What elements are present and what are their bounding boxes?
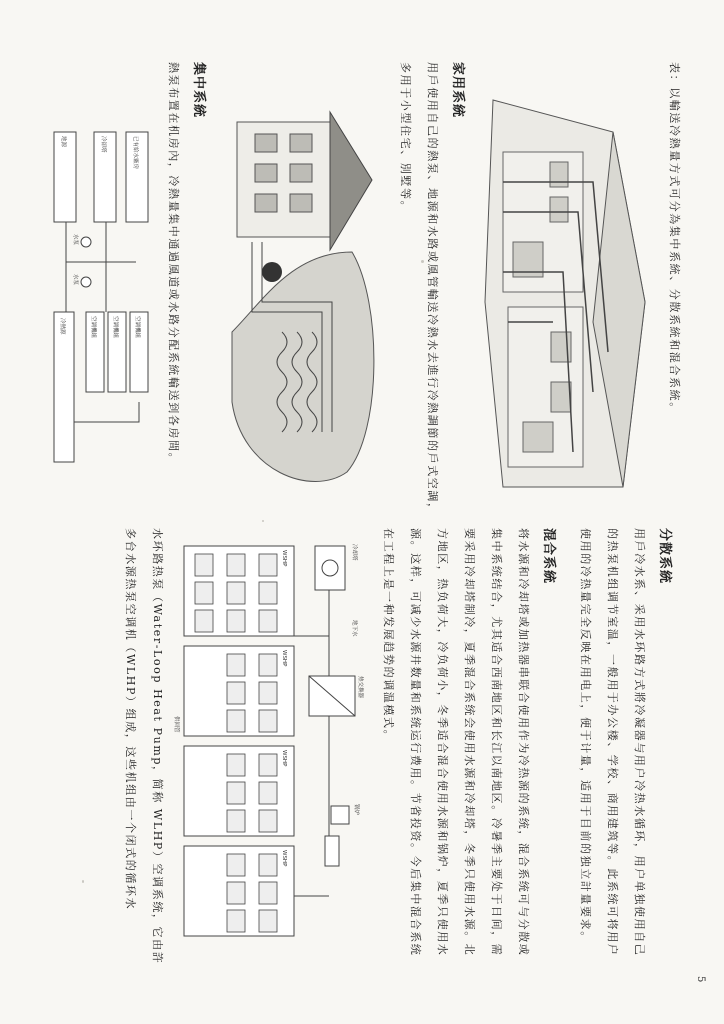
central-system-diagram xyxy=(46,122,156,522)
scan-speck xyxy=(421,260,424,263)
wlhp-bottom-label: 供回管 xyxy=(173,716,179,733)
central-left-box-1: 已有給水廠房 xyxy=(132,136,138,170)
central-right-box-1: 空調機組 xyxy=(134,316,140,339)
central-right-box-4: 冷熱源 xyxy=(59,318,65,335)
central-text: 熱泵布置在机房內，冷熱量集中通過風道或水路分配系統輸送到各房間。 xyxy=(167,62,180,466)
wlhp-unit-label-1: WSHP xyxy=(281,550,287,567)
central-pump-label-1: 水泵 xyxy=(72,234,78,246)
wlhp-top-label-2: 地下水 xyxy=(351,620,357,637)
wlhp-text: 水环路热泵（Water-Loop Heat Pump，简称 WLHP）空调系统，它由許多台水源热泵空调机（WLHP）组成，这些机组由一个闭式的循环水 xyxy=(124,528,164,965)
page-number: 5 xyxy=(695,976,706,983)
central-left-box-3: 地源 xyxy=(60,136,66,148)
house-cutaway-figure xyxy=(481,92,653,522)
mixed-text: 将水源和冷却塔或加热器串联合使用作为冷热源的系统，混合系统可与分散或集中系统结合，尤其适合西南地区和长江以南地区。冷暑季主要处于日间，需要采用冷却塔制冷，夏季混合系统会使用水源和冷却塔，冬季只使用水源。北方地区，热负荷大，冷负荷小，冬季适合混合使用水源和锅炉，夏季只使用水源。这样，可减少水源井数量和系统运行费用。节省投资。今后集中混合系统在工程上是一种发展趋势的调温模式。 xyxy=(382,528,530,957)
distributed-text: 用戶冷水系、采用水环路方式將冷凝器与用户冷热水循环，用户单独使用自己的热泵机组调节室温，一般用于办公楼、学校、商用建筑等。此系统可将用户使用的冷热量完全反映在用电上，便于计量，适用于目前的独立計量要求。 xyxy=(579,528,646,957)
household-text: 用戶使用自己的熱泵、地源和水路或風管輸送冷熱水去進行冷熱調節的戶式空調，多用于小型住宅、別墅等。 xyxy=(399,62,439,516)
central-right-box-3: 空調機組 xyxy=(90,316,96,339)
wlhp-unit-label-2: WSHP xyxy=(281,650,287,667)
wlhp-top-label-4: 锅炉 xyxy=(353,804,359,816)
scan-speck xyxy=(82,880,84,883)
right-column xyxy=(117,528,688,968)
wlhp-top-label-1: 冷却塔 xyxy=(351,544,357,561)
wlhp-unit-label-4: WSHP xyxy=(281,850,287,867)
wlhp-system-diagram xyxy=(171,536,369,968)
intro-text: 表：以輸送冷熱量方式可分為集中系統、分散系統和混合系統。 xyxy=(668,62,681,415)
distributed-heading: 分散系統 xyxy=(657,528,672,585)
central-pump-label-2: 水泵 xyxy=(72,274,78,286)
scan-speck xyxy=(262,520,264,522)
wlhp-top-label-3: 热交换器 xyxy=(357,676,363,699)
central-left-box-2: 冷卻塔 xyxy=(100,136,106,153)
household-heading: 家用系統 xyxy=(450,62,465,119)
central-right-box-2: 空調機組 xyxy=(112,316,118,339)
house-ground-loop-figure xyxy=(222,102,392,522)
left-column xyxy=(46,62,688,522)
wlhp-unit-label-3: WSHP xyxy=(281,750,287,767)
mixed-heading: 混合系統 xyxy=(541,528,556,585)
central-heading: 集中系統 xyxy=(191,62,206,119)
